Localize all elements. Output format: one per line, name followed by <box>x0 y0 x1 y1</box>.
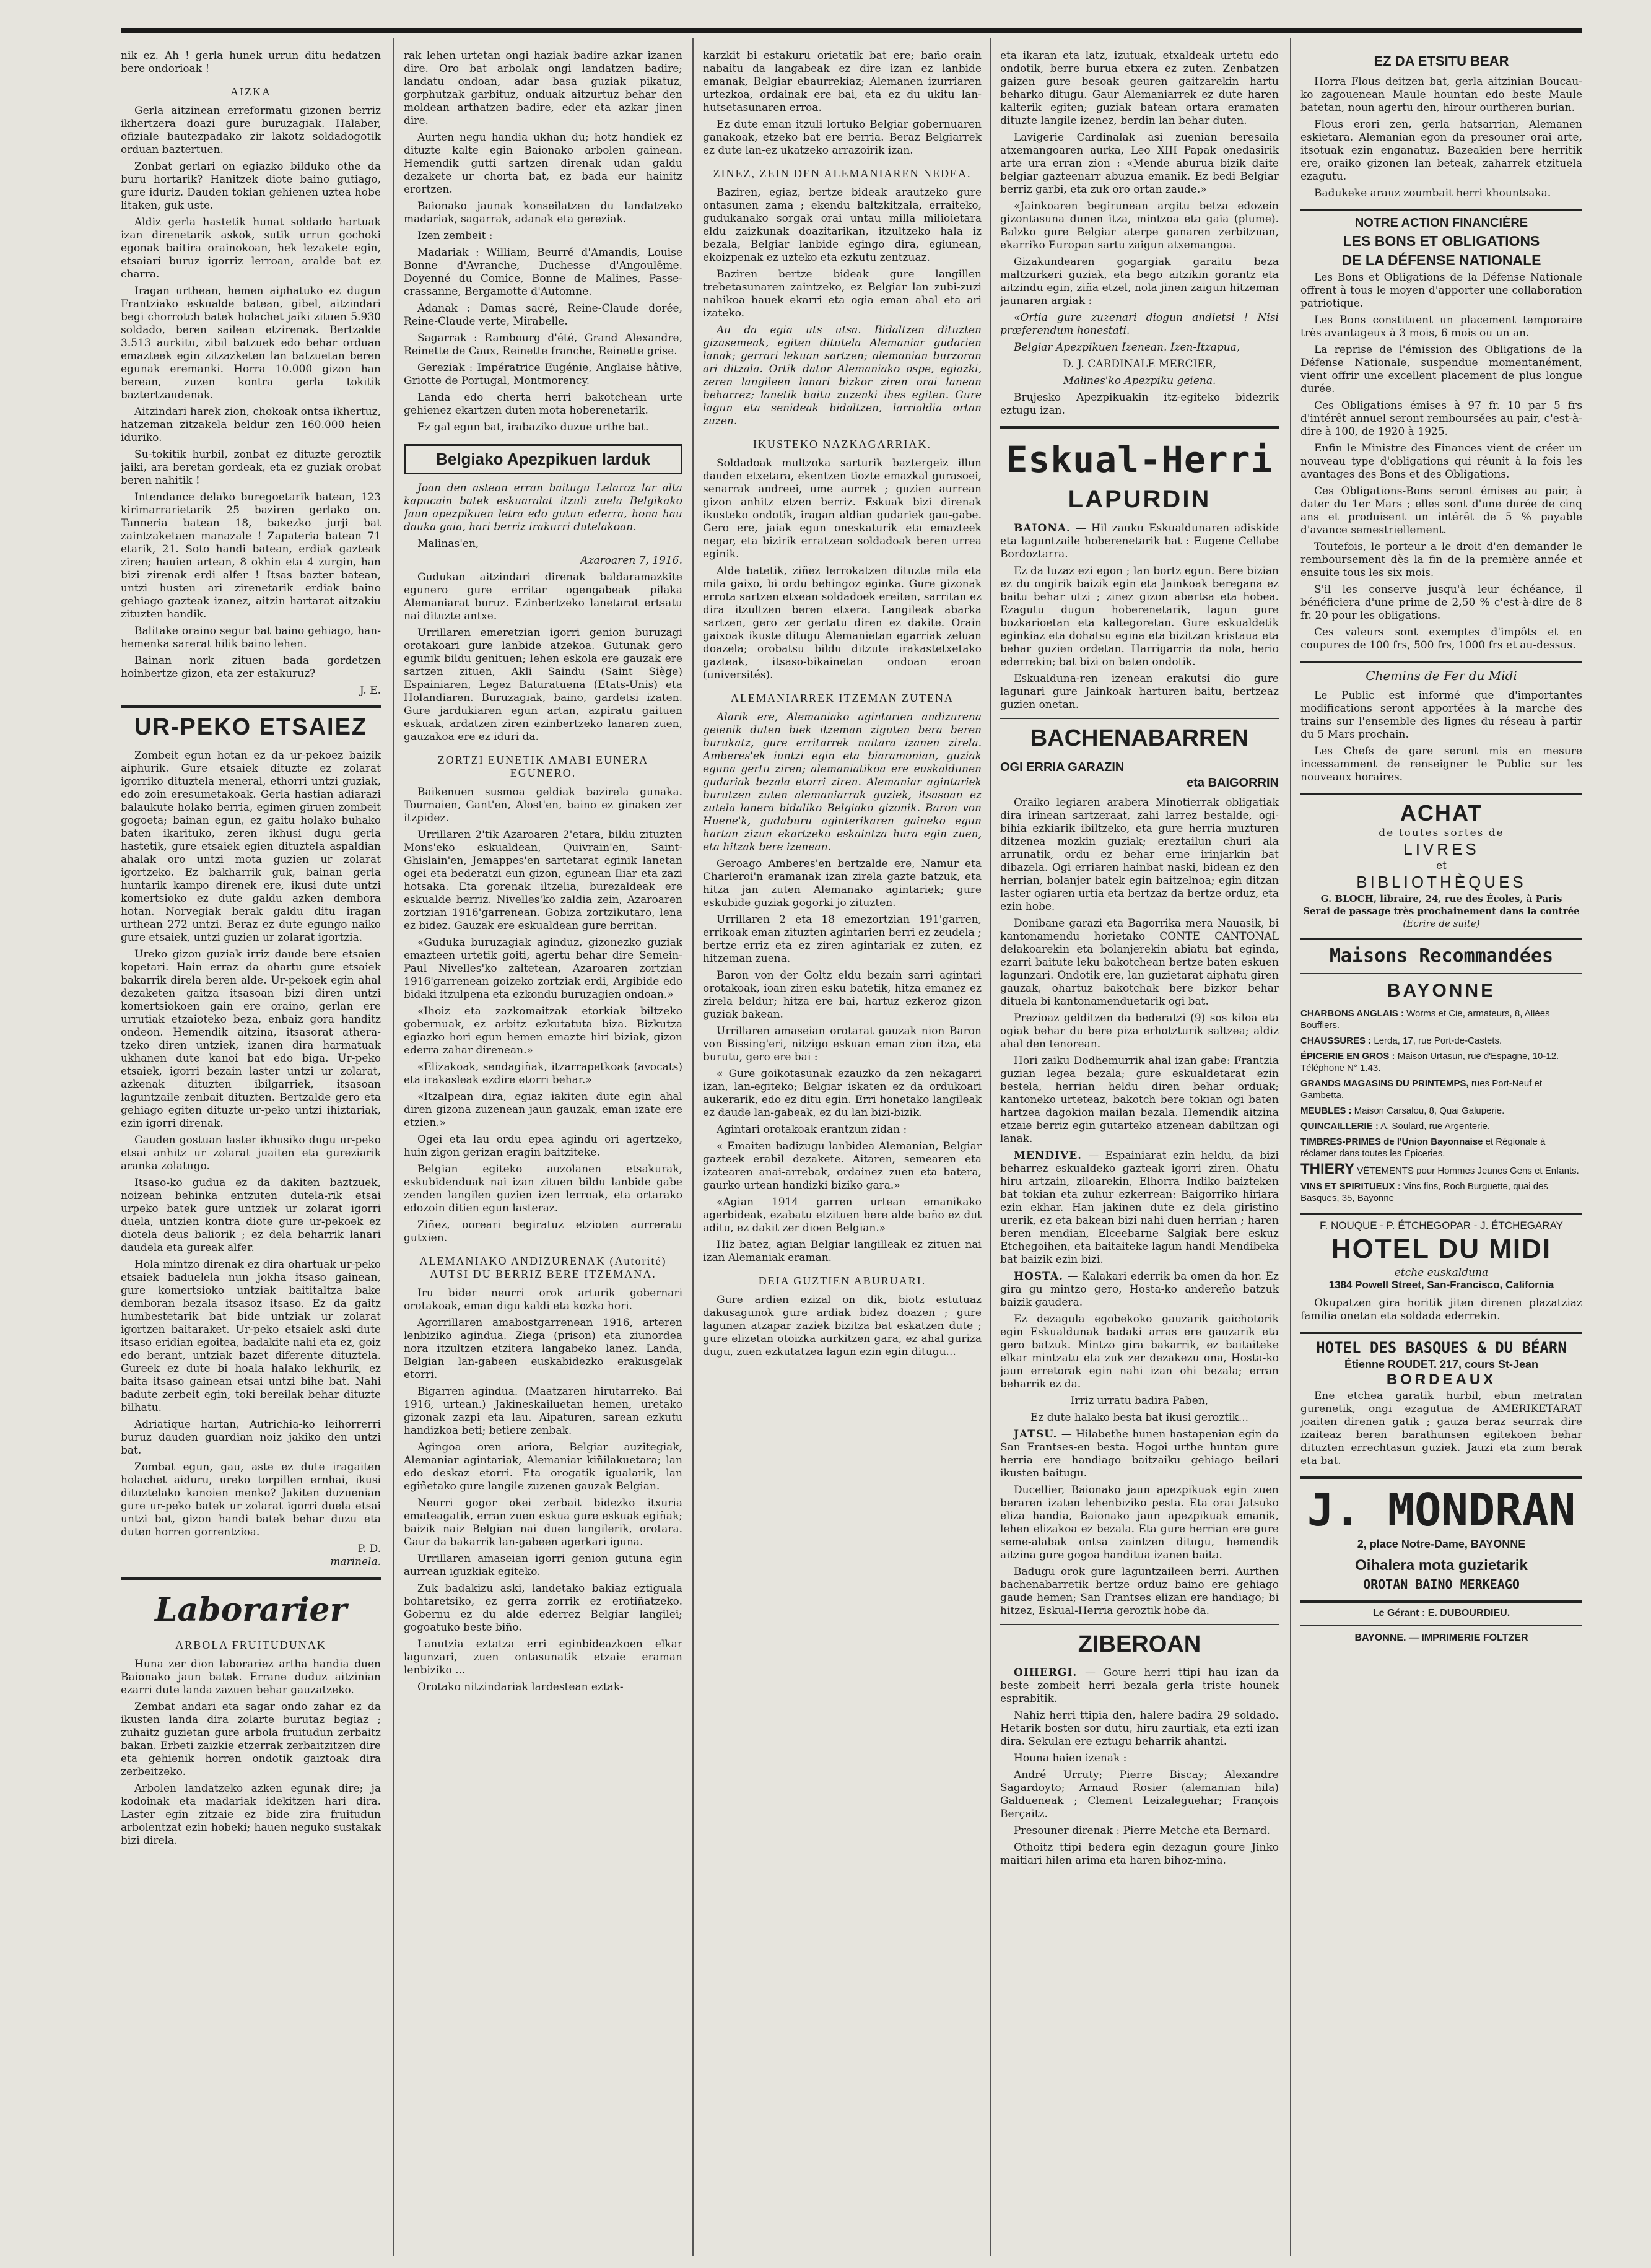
column-rule <box>1290 38 1291 2256</box>
paragraph: Sagarrak : Rambourg d'été, Grand Alexandre, Reinette de Caux, Reinette franche, Reinette grise. <box>404 332 682 357</box>
divider <box>1300 973 1582 974</box>
article-title: UR-PEKO ETSAIEZ <box>134 714 368 740</box>
paragraph: Donibane garazi eta Bagorrika mera Nauasik, bi kantonamendu horietako CONTE CANTONAL delakoarekin eta bolanjerekin abiatu bat eginda, ezarri baitute leku bakotchean bertze baten eskuen lagunzari. Ondotik ere, lan guzietarat aiphatu giren gauzak, ohartuz bakotchak bere bizkor behar dituela bi kantonamenduetarik ogi bat. <box>1000 917 1279 1008</box>
ad-list-item: GRANDS MAGASINS DU PRINTEMPS, rues Port-Neuf et Gambetta. <box>1300 1078 1543 1101</box>
paragraph: Baionako jaunak konseilatzen du landatzeko madariak, sagarrak, adanak eta gereziak. <box>404 200 682 225</box>
paragraph: Aitzindari harek zion, chokoak ontsa ikhertuz, hatzeman zitzakela beldur zen 160.000 heien iduriko. <box>121 406 381 444</box>
paragraph: Bigarren agindua. (Maatzaren hirutarreko. Bai 1916, urtean.) Jakineskailuetan hemen, uretako gizonak zazpi eta lau. Aipaturen, sarean ezkutu handizkoa beti; betiere zenbak. <box>404 1385 682 1437</box>
paragraph: Ces Obligations émises à 97 fr. 10 par 5 frs d'intérêt annuel seront remboursées au pair, c'est-à-dire à 100, de 1920 à 1925. <box>1300 399 1582 438</box>
section-heading: IKUSTEKO NAZKAGARRIAK. <box>753 438 931 450</box>
paragraph: Alarik ere, Alemaniako agintarien andizurena geienik duten biek itzeman ziguten bera beren burukatz, gure erritarrek naitara izanen zirela. Amberes'ek iuntzi egin eta biaramonian, guziak eguna gertu ziren; alemaniatikoa ere euskaldunen gudariak bezala etorri ziren. Alemaniar agintariek burutzen zuten alemaniarrak guziek, itsasoan ez zutela lanera bidaliko Belgiako gizonik. Baron von Huene'k, gudaburu aginterikaren gaineko egun hartan zizun ekartzeko eskaintza hura egin zuen, eta hitzak bere izenean. <box>703 711 982 853</box>
article-title: Laborarier <box>154 1591 347 1629</box>
paragraph: Gerla aitzinean erreformatu gizonen berriz ikhertzera doazi gure buruzagiak. Halaber, ofiziale bautezpadako zir lakotz soldadogotik orduan baztertuen. <box>121 105 381 156</box>
signature: P. D. <box>357 1543 381 1555</box>
paragraph: Iru bider neurri orok arturik gobernari orotakoak, eman digu kaldi eta kozka hori. <box>404 1287 682 1312</box>
paragraph: Flous erori zen, gerla hatsarrian, Alemanen eskietara. Alemanian egon da presouner orai arte, itsotuak ezin enganatuz. Bazeakien bere herritik ere, oraiko gizonen lan beteak, zaharrek etzituela ezagutu. <box>1300 118 1582 183</box>
paragraph: Baziren bertze bideak gure langillen trebetasunaren zaintzeko, ez Belgiar lan zubi-zuzi nahikoa hauek ekarri eta ogia eman ahal eta ari izateko. <box>703 268 982 320</box>
paragraph: Eskualduna-ren izenean erakutsi dio gure lagunari gure Jainkoak harturen baitu, bertzeaz guzien onetan. <box>1000 673 1279 711</box>
paragraph: Gure ardien ezizal on dik, biotz estutuaz dakusagunok gure ardiak bidez doazen ; gure lagunen atzapar zaziek bizitza bat eskatzen dute ; gure elizetan otoizka aurkitzen gara, ez ahal guriza dugu, zuen ezkutatzea lagun ezin egin ditugu... <box>703 1294 982 1358</box>
paragraph: Brujesko Apezpikuakin itz-egiteko bidezrik eztugu izan. <box>1000 391 1279 417</box>
divider <box>1300 938 1582 940</box>
ad-title: ACHAT <box>1400 800 1483 826</box>
paragraph: Ez dute halako besta bat ikusi geroztik... <box>1030 1411 1249 1424</box>
ad-text: BORDEAUX <box>1386 1371 1497 1388</box>
ad-text: de toutes sortes de <box>1379 827 1504 839</box>
paragraph: Belgian egiteko auzolanen etsakurak, eskubidenduak nai izan zituen bildu lanbide gabe zenden langilen guzien izen lerroak, eta ortarako edozoin ditien egun lasteraz. <box>404 1163 682 1215</box>
place-name: JATSU. <box>1014 1428 1058 1441</box>
paragraph: S'il les conserve jusqu'à leur échéance, il bénéficiera d'une prime de 2,50 % c'est-à-dire de 8 fr. 20 pour les obligations. <box>1300 583 1582 622</box>
ad-title: LES BONS ET OBLIGATIONS <box>1343 233 1540 249</box>
divider <box>1300 793 1582 795</box>
paragraph: Hola mintzo direnak ez dira ohartuak ur-peko etsaiek baduelela nun jokha itsaso gainean, gure komertsioko untziak baititaltza bake demboran bezala itsasoz itsaso. Ez da gaitz humbestetarik bat bide untziak ur zolarat igortzen baitaraket. Ur-peko etsaiek aski dute itsaso eridian egoitea, badakite nahi eta ez, goiz edo berant, untziak bazet diferente dituztela. Gureek ez dute bi hoala halako lekhurik, ez baita itsaso gainean etsai untzi bihe bat. Nahi badute zerbeit egin, toki bereilak behar dituzte bilhatu. <box>121 1258 381 1414</box>
place-line: Malinas'en, <box>417 538 479 550</box>
paragraph: Urrillaren 2'tik Azaroaren 2'etara, bildu zituzten Mons'eko eskualdean, Quivrain'en, Saint-Ghislain'en, Jemappes'en sartetarat eginik lanetan ogei eta bederatzi eun gizon, egunean Iliar eta zazi hotsaka. Eta gorenak iltzelia, burezaldeak ere eskualde berriz. Nivelles'ko zaldia zein, Azaroaren zortzian 1916'garrenean. Gobiza zortzikutaro, lena ez bidez. Gauzak ere eskualdean gure berritan. <box>404 829 682 932</box>
paragraph: — Espainiarat ezin heldu, da bizi beharrez eskualdeko gazteak igorri ziren. Ohatu hiru artzain, ziloarekin, Elhorra Indiko baizteken bat tokian eta zuhur ezkerrean: Baigorriko hiriara ezin ekhar. Han jakinen dute ez dela giristino urerik, ez eta bakean bizi nahi duen herrian ; haren beren mendian, Elceebarne Salgiak bere eskuz Etchegoihen, eta baitaiteke lagun handi Mendibeka bat baizik ezin bizi. <box>1000 1149 1279 1266</box>
paragraph: «Agian 1914 garren urtean emanikako agerbideak, ezabatu etzituen bere alde baño ez dut aditu, ez dakit zer dioen Belgian.» <box>703 1196 982 1234</box>
paragraph: Landa edo cherta herri bakotchean urte gehienez ekartzen duten mota hoberenetarik. <box>404 391 682 417</box>
column-rule <box>990 38 991 2256</box>
paragraph: Gauden gostuan laster ikhusiko dugu ur-peko etsai anhitz ur zolarat juaiten eta gureziarik aranka zolatugo. <box>121 1134 381 1172</box>
ad-text: Serai de passage très prochainement dans la contrée <box>1303 905 1580 917</box>
ad-hotel-du-midi <box>1300 1220 1582 1323</box>
paragraph: Zombeit egun hotan ez da ur-pekoez baizik aiphurik. Gure etsaiek dituzte ez zolarat igorriko dituztela meneral, ethorri untzi guziak, edo zoin eresumetakoak. Gerla hastian adiarazi balaukute holako berria, egimen giruen zombeit gogoeta; bainan egun, ez gaitu holako buhako baten ikarituko, zeren ikhusi dugu gerla hastetik, gure etsaiek egien dituztela aspaldian ahalak oro untzi mota guzien ur zolarat igortzeko. Ez bakharrik guk, bainan gerla huntarik kampo direnek ere, ikusi dute untzi komertsioko ez dute galdu azken dembora hotan. Norvegiak berak galdu ditu iragan urthean 272 untzi. Beraz ez dute egungo naiko gure etsaiek, untzi guzien ur zolarat igortzia. <box>121 749 381 944</box>
divider <box>1300 661 1582 663</box>
article-title: Belgiako Apezpikuen larduk <box>404 444 682 474</box>
ad-text: Étienne ROUDET. 217, cours St-Jean <box>1344 1358 1539 1371</box>
column-rule <box>692 38 694 2256</box>
ad-mondran <box>1300 1484 1582 1592</box>
section-heading: ZINEZ, ZEIN DEN ALEMANIAREN NEDEA. <box>713 167 972 180</box>
divider <box>1300 1332 1582 1334</box>
paragraph: Balitake oraino segur bat baino gehiago, han-hemenka sarerat hilik baino lehen. <box>121 625 381 650</box>
paragraph: «Itzalpean dira, egiaz iakiten dute egin ahal diren gizona zuzenean jaun gauzak, eman izate ere etzien.» <box>404 1091 682 1129</box>
section-heading: ARBOLA FRUITUDUNAK <box>175 1639 326 1651</box>
paragraph: Ene etchea garatik hurbil, ebun metratan gurenetik, ongi ezagutua de AMERIKETARAT joaiten direnen gatik ; gauza beraz seurrak dire izaiteaz beren barathunsen egitekoen behar dituzten errechtasun guziek. Jauzi eta zum berak eta bat. <box>1300 1390 1582 1467</box>
divider <box>1000 426 1279 429</box>
paragraph: «Elizakoak, sendagiñak, itzarrapetkoak (avocats) eta irakasleak ezdire etorri behar.» <box>404 1061 682 1086</box>
divider <box>1000 718 1279 719</box>
paragraph: Baikenuen susmoa geldiak bazirela gunaka. Tournaien, Gant'en, Alost'en, baino ez ginaken zer itzpidez. <box>404 786 682 824</box>
paragraph: Hori zaiku Dodhemurrik ahal izan gabe: Frantzia guzian legea bezala; gure eskualdetarat ezin bestela, herrian heldu diren behar orduak; kantoneko urteteaz, bakotch bere tokian ogi baten hartzea dagokion mailan bezala. Hemendik aitzina etzaie berriz egin gutarteko atzenean dabiltzan ogi lanak. <box>1000 1055 1279 1145</box>
gerant-line: Le Gérant : E. DUBOURDIEU. <box>1372 1608 1510 1618</box>
paragraph: — Kalakari ederrik ba omen da hor. Ez gira gu mintzo gero, Hosta-ko andereño batzuk baizik gaudera. <box>1000 1270 1279 1309</box>
top-rule <box>121 28 1582 33</box>
divider <box>1000 1624 1279 1625</box>
paragraph: Madariak : William, Beurré d'Amandis, Louise Bonne d'Avranche, Duchesse d'Angoulême. Doyenné du Comice, Bonne de Malines, Passe-crassanne, Bergamotte d'Automne. <box>404 246 682 298</box>
paragraph: Ureko gizon guziak irriz daude bere etsaien kopetari. Hain erraz da ohartu gure etsaiek bakarrik direla beren alde. Ur-pekoek egin ahal dezaketen gaitza itsasoan bizi diren untzi komertsiokoen gain ere oraino, gerlan ere urrutiak etzaioteko beza, enbaiz gora handitz ondeon. Hemendik aitzina, itsasorat athera-tzeko diren untziek, izanen dira harmatuak ukhanen dute kanoi bat edo biga. Ur-peko etsaiek, igorri bezain laster untzi ur zolarat, azkenak dituzten ibilgarriek, itsasoan laguntzaile zenbait dituzten. Bertzalde gero eta gehiago egiten dituzte ur-peko untzi ihiztariak, ezin igorri direnak. <box>121 948 381 1130</box>
paragraph: Okupatzen gira horitik jiten direnen plazatziaz familia onetan eta soldada ederrekin. <box>1300 1297 1582 1322</box>
place-name: OIHERGI. <box>1014 1667 1078 1679</box>
divider <box>1300 1476 1582 1479</box>
ad-text: 1384 Powell Street, San-Francisco, California <box>1328 1279 1554 1291</box>
paragraph: Neurri gogor okei zerbait bidezko itxuria emateagatik, erran zuen eskua gure eskuak egiñak; baizik naiz Belgian nai duen langilerik, orotara. Gaur da bakarrik lan-gabeen agerkari iguna. <box>404 1497 682 1548</box>
paragraph: Belgiar Apezpikuen Izenean. Izen-Itzapua, <box>1014 341 1240 354</box>
paragraph: Zonbat gerlari on egiazko bilduko othe da buru hortarik? Hanitzek diote baino gutiago, gure iduriz. Dauden tokian gehienen uztea hobe litaken, guk uste. <box>121 160 381 212</box>
paragraph: Enfin le Ministre des Finances vient de créer un nouveau type d'obligations qui réunit à la fois les avantages des Bons et des Obligations. <box>1300 442 1582 481</box>
paragraph: Horra Flous deitzen bat, gerla aitzinian Boucau-ko zagouenean Maule hountan edo beste Maule batetan, noun agertu den, hirour ourtheren burian. <box>1300 76 1582 114</box>
ad-text: G. BLOCH, libraire, 24, rue des Écoles, à Paris <box>1320 893 1562 904</box>
paragraph: Urrillaren amaseian igorri genion gutuna egin aurrean iguzkiak egiteko. <box>404 1553 682 1578</box>
ad-list-item: THIERY VÊTEMENTS pour Hommes Jeunes Gens et Enfants. <box>1300 1161 1579 1177</box>
paragraph: Agingoa oren ariora, Belgiar auzitegiak, Alemaniar agintariak, Alemaniar kiñilakuetara; lan edo deskaz etorri. Eta orogatik igualarik, lan egiñetako gure langile zuzenen gauzak Belgian. <box>404 1441 682 1493</box>
paragraph: Nahiz herri ttipia den, halere badira 29 soldado. Hetarik bosten sor dutu, hiru zaurtiak, eta ezti izan dira. Sekulan ere eztugu beharrik ahantzi. <box>1000 1709 1279 1748</box>
article-title: EZ DA ETSITU BEAR <box>1374 53 1509 69</box>
ad-title: Maisons Recommandées <box>1329 945 1554 967</box>
paragraph: eta ikaran eta latz, izutuak, etxaldeak urtetu edo ondotik, berre burua etxera ez zuten. Zenbatzen gaizen gure besoak geuren gaitzarekin hartu beharko ditugu. Gaur Alemaniarrek ez dute haren kalterik egiten; guziak batean ortara eramaten dituzte langile izenez, berdin lan behar duten. <box>1000 50 1279 127</box>
divider <box>1300 1600 1582 1603</box>
column-5 <box>1300 50 1582 2254</box>
paragraph: Ogei eta lau ordu epea agindu ori agertzeko, huin zigon gerizan eragin baitziteke. <box>404 1133 682 1159</box>
paragraph: Ces Obligations-Bons seront émises au pair, à dater du 1er Mars ; elles sont d'une durée de cinq ans et produisent un intérêt de 5 % payable d'avance semestriellement. <box>1300 485 1582 536</box>
paragraph: Orotako nitzindariak lardestean eztak- <box>417 1681 624 1693</box>
paragraph: Oraiko legiaren arabera Minotierrak obligatiak dira irinean sartzeraat, zahi larrez bestalde, ogi-bihia ezkiarik ibiltzeko, eta gure herria muzturen ditzenea mozkin guziak; ereztailun churi ala arrunatik, ordu ez behar erne irinjarkin bat dibazela. Ogi erriaren hainbat naski, bidean ez den herrian, bolanjer batek egin baitzelnoa; egin ditzan laster ogiaren urtia eta bertzaz da bertze orduz, eta ezin hobe. <box>1000 796 1279 913</box>
signature: J. E. <box>359 684 381 697</box>
paragraph: Presouner direnak : Pierre Metche eta Bernard. <box>1014 1825 1270 1837</box>
divider <box>121 1577 381 1580</box>
paragraph: Iragan urthean, hemen aiphatuko ez dugun Frantziako eskualde batean, gibel, aitzindari begi chorrotch batek holachet jaiki zituen 5.930 soldado, beren sailean etzirenak. Bertzalde 3.513 aurkitu, zibil batzuek edo behar orduan emazteek egin zitzazketen lan batzuetan beren egunak eremanki. Horra 10.000 gizon han berean, zuzen kontra gerla tokitik baztertzaudenak. <box>121 285 381 401</box>
column-2 <box>404 50 682 2254</box>
paragraph: «Ortia gure zuzenari diogun andietsi ! Nisi præferendum honestati. <box>1000 312 1279 337</box>
section-heading: ALEMANIAKO ANDIZURENAK (Autorité) AUTSI DU BERRIZ BERE ITZEMANA. <box>419 1255 667 1280</box>
ad-text: BIBLIOTHÈQUES <box>1356 873 1527 891</box>
paragraph: Baziren, egiaz, bertze bideak arautzeko gure ontasunen zama ; ekendu baltzkitzala, erraiteko, gudukanako sorgak orai untau milla milioietara eldu zaizkunak doazitarikan, itzultzeko hala iz bezala, Belgiar lanbide egingo dira, egiunean, ekoizpenak ez uzteko eta ezkutu zentzuaz. <box>703 186 982 264</box>
paragraph: Prezioaz gelditzen da bederatzi (9) sos kiloa eta ogiak behar du bere piza erhotzturik saltzea; aldiz ahal den tenorean. <box>1000 1012 1279 1050</box>
signature-role: Malines'ko Apezpiku geiena. <box>1063 375 1216 387</box>
place-name: MENDIVE. <box>1014 1149 1083 1162</box>
section-heading: AIZKA <box>230 85 271 98</box>
paragraph: Lanutzia eztatza erri eginbideazkoen elkar lagunzari, zuen ontasunatik etzaie eraman lenbiziko ... <box>404 1638 682 1677</box>
paragraph: — Hil zauku Eskualdunaren adiskide eta laguntzaile hoberenetarik bat : Eugene Cellabe Bordoztarra. <box>1000 522 1279 560</box>
paragraph: Au da egia uts utsa. Bidaltzen dituzten gizasemeak, egiten ditutela Alemaniar gudarien lanak; gerrari lekuan sartzen; alemanian burzoran ari ditzala. Ortik dator Alemaniako ospe, egiazki, zeren langileen lanari bizkor ziren orai lanean beharrez; lanetik baitu zuzenki ihes egiten. Gure lagun eta senideak bidaltzen, larrialdia ortan zuzen. <box>703 324 982 427</box>
region-title: BACHENABARREN <box>1030 725 1249 751</box>
signature-role: marinela. <box>330 1556 381 1568</box>
paragraph: Su-tokitik hurbil, zonbat ez dituzte geroztik jaiki, ara beretan gordeak, eta ez guziak orobat beren nahitik ! <box>121 448 381 487</box>
ad-list-item: QUINCAILLERIE : A. Soulard, rue Argenterie. <box>1300 1121 1490 1132</box>
paragraph: Geroago Amberes'en bertzalde ere, Namur eta Charleroi'n eramanak izan zirela gazte batzuk, eta hitza jan zuten Alemanako agintariek; gure eskubide guziak gogorki jo zituzten. <box>703 858 982 909</box>
paragraph: — Goure herri ttipi hau izan da beste zombeit herri bezala gerla triste hounek esprabitik. <box>1000 1667 1279 1705</box>
paragraph: Badukeke arauz zoumbait herri khountsaka. <box>1314 187 1551 199</box>
column-4 <box>1000 50 1279 2254</box>
paragraph: Le Public est informé que d'importantes modifications seront apportées à la marche des trains sur l'ensemble des lignes du réseau à partir du 5 Mars prochain. <box>1300 689 1582 741</box>
paragraph: André Urruty; Pierre Biscay; Alexandre Sagardoyto; Arnaud Rosier (alemanian hila) Galdueneak ; Clement Leizaleguehar; François Berçaitz. <box>1000 1769 1279 1820</box>
ad-list-item: MEUBLES : Maison Carsalou, 8, Quai Galuperie. <box>1300 1106 1505 1116</box>
section-heading: OGI ERRIA GARAZIN <box>1000 761 1125 774</box>
paragraph: Huna zer dion laborariez artha handia duen Baionako jaun batek. Errane duduz aitzinian ezarri dute landa zazuen behar gauzatzeko. <box>121 1658 381 1696</box>
place-name: HOSTA. <box>1014 1270 1063 1283</box>
section-heading: eta BAIGORRIN <box>1187 776 1279 790</box>
ad-list-item: CHARBONS ANGLAIS : Worms et Cie, armateurs, 8, Allées Boufflers. <box>1300 1008 1550 1031</box>
column-rule <box>393 38 394 2256</box>
ad-title: HOTEL DU MIDI <box>1331 1234 1552 1264</box>
paragraph: Bainan nork zituen bada gordetzen hoinbertze gizon, eta zer estakuruz? <box>121 655 381 680</box>
ad-list-item: TIMBRES-PRIMES de l'Union Bayonnaise et Régionale à réclamer dans toutes les Épiceries. <box>1300 1136 1546 1159</box>
paragraph: Ez gal egun bat, irabaziko duzue urthe bat. <box>417 421 649 434</box>
ad-title: NOTRE ACTION FINANCIÈRE <box>1354 216 1528 230</box>
ad-text: etche euskalduna <box>1394 1267 1489 1279</box>
ad-title: HOTEL DES BASQUES & DU BÉARN <box>1316 1339 1567 1356</box>
signature: D. J. CARDINALE MERCIER, <box>1063 358 1216 370</box>
paragraph: « Gure goikotasunak ezauzko da zen nekagarri izan, lan-egiteko; Belgiar iskaten ez da ordukoari aukerarik, edo ez ditu egin. Erri honetako langileak ez daude lan-gabeak, ez du lan bizi-bizik. <box>703 1068 982 1119</box>
paragraph: Joan den astean erran baitugu Lelaroz lar alta kapucain batek eskuaralat itzuli zuela Belgikako Jaun apezpikuen letra edo gutun ederra, hona hau dauka gaia, hari berriz irakurri dutelakoan. <box>404 482 682 533</box>
paragraph: « Emaiten badizugu lanbidea Alemanian, Belgiar gazteek erabil dezakete. Aitaren, semearen eta izatearen anai-arrebak, ordainez zuen eta batera, gaurko urtean handizki biziko gara.» <box>703 1140 982 1192</box>
region-title: LAPURDIN <box>1068 486 1211 513</box>
paragraph: Urrillaren amaseian orotarat gauzak nion Baron von Bissing'eri, nitzigo eskuan eman zion itza, eta burutu, gero ere bai : <box>703 1025 982 1063</box>
paragraph: Gereziak : Impératrice Eugénie, Anglaise hâtive, Griotte de Portugal, Montmorency. <box>404 362 682 387</box>
paragraph: Les Bons et Obligations de la Défense Nationale offrent à tous le moyen d'apporter une collaboration patriotique. <box>1300 271 1582 310</box>
divider <box>121 705 381 708</box>
ad-text: LIVRES <box>1403 840 1479 858</box>
paragraph: rak lehen urtetan ongi haziak badire azkar izanen dire. Oro bat arbolak ongi landatzen badire; landatu ondoan, adar basa guziak pikatuz, gorphutzak garbituz, onduak aitzurtuz behar den moldean arthatzen badire, eder eta azkar jinen dire. <box>404 50 682 127</box>
ad-achat-livres <box>1300 800 1582 929</box>
paragraph: Ez dezagula egobekoko gauzarik gaichotorik egin Eskualdunak badaki arras ere gauzarik eta gero batzuk. Mintzo gira bakarrik, ez baitaiteke elkar mintzatu eta zuk zer dezakezu ona, Hosta-ko jaun erretorak egin nahi izan ohi bezala; erran beharrik ez da. <box>1000 1313 1279 1390</box>
ad-text: F. NOUQUE - P. ÉTCHEGOPAR - J. ÉTCHEGARAY <box>1320 1219 1563 1231</box>
paragraph: Houna haien izenak : <box>1014 1752 1127 1764</box>
paragraph: Soldadoak multzoka sarturik baztergeiz illun dauden etxetara, ekentzen tiozte emazkal gurasoei, senarrak andreei, ume aurrek ; guzien aurrean gizon anhitz etzen berriz. Eskuak bizi direnak ikusteko ondotik, iragan aldian gudariek gau-gabe. Gero ere, jaiak egun oneskaturik eta emazteek negar, eta bizirik erratzean soldadoak beren urrea eginik. <box>703 457 982 560</box>
region-title: ZIBEROAN <box>1078 1631 1201 1657</box>
date-line: Azaroaren 7, 1916. <box>580 554 682 567</box>
paragraph: Badugu orok gure laguntzaileen berri. Aurthen bachenabarretik bertze orduz baino ere gehiago gaude hemen; San Frantses elizan ere handiago; bi hitzez, Eskual-Herria geroztik hobe da. <box>1000 1566 1279 1617</box>
paragraph: Lavigerie Cardinalak asi zuenian beresaila atxemangoaren aurka, Leo XIII Papak onedasirik arte ura erran zion : «Mende aburua bizik daite belgiar gazteenarr abuzua emanik. Ez bedi Belgiar berriz garbi, eta zuk oro ortan zaude.» <box>1000 131 1279 196</box>
paragraph: «Jainkoaren begirunean argitu betza edozein gizontasuna dunen itza, mintzoa eta gaia (plume). Balzko gure Belgiar aterpe ganaren zerbitzuan, ekarriko Europan sartu zaigun atxemangoa. <box>1000 200 1279 251</box>
paragraph: Zuk badakizu aski, landetako bakiaz eztiguala bohtaretsiko, ez gerra zorrik ez erotiñatzeko. Gobernu ez du alde ederrez Belgiar langilei; gogoatuko beste biño. <box>404 1582 682 1634</box>
section-heading: ALEMANIARREK ITZEMAN ZUTENA <box>731 692 954 704</box>
paragraph: Ez da luzaz ezi egon ; lan bortz egun. Bere bizian ez du ongirik baizik egin eta Jainkoak beregana ez baitu behar utzi ; zinez gizon abertsa eta hobea. Ezagutu dugun hoberenetarik, lagun gure bozkarioetan eta kaltegoretan. Gure eskualdetik eginkiaz eta dohatsu egina eta bizitzan kristaua eta behar guzien ordetan. Harrigarria da nola, herio ederrekin; bat bizi on baten ondotik. <box>1000 565 1279 668</box>
divider <box>1300 1625 1582 1626</box>
paragraph: Agorrillaren amabostgarrenean 1916, arteren lenbiziko agindua. Ziega (prison) eta ziunordea nora itzultzen etzitera langabeko lanez. Landa, Belgian lan-gabeen euskabidezko erakusgelak etorri. <box>404 1317 682 1381</box>
paragraph: nik ez. Ah ! gerla hunek urrun ditu hedatzen bere ondorioak ! <box>121 50 381 75</box>
ad-list-item: VINS ET SPIRITUEUX : Vins fins, Roch Burguette, quai des Basques, 35, Bayonne <box>1300 1181 1548 1203</box>
paragraph: Izen zembeit : <box>417 230 493 242</box>
ad-hotel-des-basques <box>1300 1339 1582 1468</box>
paragraph: Zembat andari eta sagar ondo zahar ez da ikusten landa dira zolarte burutaz begiaz ; zuhaitz guzietan gure arbola fruitudun zerbaitz bakan. Erbeti zaizkie etzerrak zerbaitzitzen dire eta gehienik horren ondotik gaiztoak dira zerbeitzeko. <box>121 1701 381 1778</box>
paragraph: Toutefois, le porteur a le droit d'en demander le remboursement dès la fin de la première année et ensuite tous les six mois. <box>1300 541 1582 579</box>
ad-text: Oihalera mota guzietarik <box>1355 1557 1528 1574</box>
paragraph: Zombat egun, gau, aste ez dute iragaiten holachet aiduru, ureko torpillen ernhai, ikusi dituztelako kanoien menko? Jakiten duzuenian gure ur-peko batek ur zolarat igorri duela etsai untzi bat, gizon handi batek behar duzu eta duten horren gorrentzioa. <box>121 1461 381 1538</box>
ad-maisons-recommandees <box>1300 945 1582 1204</box>
paragraph: Baron von der Goltz eldu bezain sarri agintari orotakoak, ioan ziren esku batetik, hitza emanez ez zirela beldur; hitza ere bai, hartuz ezkeroz gizon guziak bakean. <box>703 969 982 1021</box>
ad-title: Chemins de Fer du Midi <box>1366 668 1517 683</box>
ad-title: J. MONDRAN <box>1307 1484 1576 1536</box>
paragraph: — Hilabethe hunen hastapenian egin da San Frantses-en besta. Hogoi urthe huntan gure herria ere handiago baitzaiku gehiago beilari ikusten baitugu. <box>1000 1428 1279 1480</box>
ad-defense-nationale <box>1300 216 1582 652</box>
paragraph: Alde batetik, ziñez lerrokatzen dituzte mila eta mila gaixo, bi ordu behingoz eginka. Gure gizonak errota sartzen etxean soldadoek ereiten, sarritan ez dira itzultzen beren etxera. Langileak abarka sartzen, gero zer gertatu diren ez dakite. Orain gaixoak ikuste ditugu Alemanietan egarriak zeluan doazela; orobatsu bildu ditzute irakastetxetako gazteak, itsaso-bikainetan ondoan eroan (universités). <box>703 565 982 681</box>
paragraph: Aurten negu handia ukhan du; hotz handiek ez dituzte kalte egin Baionako arbolen gainean. Hemendik gutti sartzen direnak udan galdu dezakete ur chorta bat, ez bada eur hainitz erortzen. <box>404 131 682 196</box>
paragraph: Ziñez, ooreari begiratuz etzioten aurreratu gutxien. <box>404 1219 682 1244</box>
paragraph: Itsaso-ko gudua ez da dakiten baztzuek, noizean behinka entzuten dutela-rik etsai urpeko batek gure untziek ur zolarat igorri duela, untzien kontra diote gure ur-pekoek ez diotela deus baliorik ; ez dela beharrik lanari daudela eta gureak alfer. <box>121 1177 381 1254</box>
column-3 <box>703 50 982 2254</box>
paragraph: Urrillaren emeretzian igorri genion buruzagi orotakoari gure lanbide atzekoa. Gutunak gero egunik bildu genituen; lehen eskola ere gauzak ere sartzen zituen, Akli Saindu (Saint Siège) Espainiaren, Legez Baturatuena (Etats-Unis) eta Holandiaren. Buruzagiak, baino, gardetsi izaten. Gure jardukiaren egun artan, azpiratu gaituen eskuak, ardatzen ziren ezinbertzeko lanaren zuen, gauzakoa ere ez iduri da. <box>404 627 682 743</box>
paragraph: Agintari orotakoak erantzun zidan : <box>717 1123 907 1136</box>
paragraph: Gizakundearen gogargiak garaitu beza maltzurkeri guziak, eta bego aitzikin gorantz eta aitzindu egin, ziña etzel, nola jinen zaigun hitzeman jaunaren argiak : <box>1000 256 1279 307</box>
paragraph: Intendance delako buregoetarik batean, 123 kirimarrarietarik 25 baziren gerlako on. Tanneria batean 18, bakezko jurji bat zaintzaketaen manazale ! Zapateria batean 71 etarik, 21. Soto handi batean, erdiak gazteak ziren; hauien artean, 8 okhin eta 4 zurgin, han bizi zirenak erdi alfer ! Itsas bazter batean, untzi husten ari zirenetarik erdiak baino gehiago gazteak izanez, aitzin hartarat aitzakiu zituzten handik. <box>121 491 381 621</box>
paragraph: Adanak : Damas sacré, Reine-Claude dorée, Reine-Claude verte, Mirabelle. <box>404 302 682 328</box>
ad-list-item: ÉPICERIE EN GROS : Maison Urtasun, rue d'Espagne, 10-12. Téléphone N° 1.43. <box>1300 1051 1559 1073</box>
place-name: BAIONA. <box>1014 522 1071 534</box>
ad-list-item: CHAUSSURES : Lerda, 17, rue Port-de-Castets. <box>1300 1036 1502 1046</box>
paragraph: Les Chefs de gare seront mis en mesure incessamment de renseigner le Public sur les nouveaux horaires. <box>1300 745 1582 783</box>
ad-text: (Écrire de suite) <box>1403 918 1480 929</box>
imprimerie-line: BAYONNE. — IMPRIMERIE FOLTZER <box>1354 1633 1528 1643</box>
section-heading: ZORTZI EUNETIK AMABI EUNERA EGUNERO. <box>437 754 649 779</box>
paragraph: karzkit bi estakuru orietatik bat ere; baño orain nabaitu da langabeak ez dire izan ez lanbide emanak, Belgiar ebaurrekiaz; Alemanen izurriaren urtezkoa, ordainak ere bai, eta ez du ukitu lan-hutsetasunaren erroa. <box>703 50 982 114</box>
section-heading: DEIA GUZTIEN ABURUARI. <box>758 1275 926 1287</box>
ad-text: et <box>1436 860 1447 872</box>
paragraph: Ducellier, Baionako jaun apezpikuak egin zuen beraren izaten lehenbiziko pesta. Eta orai Jatsuko eliza handia, Baionako jaun apezpikuak emanik, lehen elizakoa ez bezala. Eta gure herrian ere gure seme-alabak ontsa zaintzen ditugu, hemendik aitzina gure gogoa handitua izanen baita. <box>1000 1484 1279 1561</box>
paragraph: Aldiz gerla hastetik hunat soldado hartuak izan direnetarik askok, sutik urrun gochoki egonak baitira orainokoan, hek lezakete egin, etsaiari buruz igorriz lerroan, aralde bat ez charra. <box>121 216 381 281</box>
paragraph: «Ihoiz eta zazkomaitzak etorkiak biltzeko gobernuak, ez arbitz ezkutatuta biza. Bizkutza egiazko hori egun hemen emazte hiri biziak, gizon ederra zahar direnean.» <box>404 1005 682 1057</box>
paragraph: Othoitz ttipi bedera egin dezagun goure Jinko maitiari hilen arima eta haren bihoz-mina. <box>1000 1841 1279 1867</box>
paragraph: Irriz urratu badira Paben, <box>1070 1395 1209 1407</box>
paragraph: Ez dute eman itzuli lortuko Belgiar gobernuaren ganakoak, etzeko bat ere berria. Beraz Belgiarrek ez dute lan-ez ukatzeko arrazoirik izan. <box>703 118 982 157</box>
ad-text: OROTAN BAINO MERKEAGO <box>1363 1577 1520 1592</box>
paragraph: Ces valeurs sont exemptes d'impôts et en coupures de 100 frs, 500 frs, 1000 frs et au-dessus. <box>1300 626 1582 652</box>
paragraph: La reprise de l'émission des Obligations de la Défense Nationale, suspendue momentanément, vient offrir une excellent placement de plus longue durée. <box>1300 344 1582 395</box>
divider <box>1300 209 1582 211</box>
column-1 <box>121 50 381 2254</box>
paragraph: Adriatique hartan, Autrichia-ko leihorrerri buruz dauden guardian noiz jakiko den untzi bat. <box>121 1418 381 1457</box>
paragraph: Urrillaren 2 eta 18 emezortzian 191'garren, errikoak eman zituzten agintarien berri ez zeudela ; bertze erriz eta ez ziren agintariak ez zuten, ez hitzeman zuena. <box>703 914 982 965</box>
ad-chemins-de-fer <box>1300 668 1582 784</box>
ad-title: DE LA DÉFENSE NATIONALE <box>1341 252 1541 268</box>
paragraph: Hiz batez, agian Belgiar langilleak ez zituen nai izan Alemaniak eraman. <box>703 1239 982 1264</box>
section-title: Eskual-Herri <box>1006 438 1273 481</box>
ad-city: BAYONNE <box>1387 980 1496 1001</box>
paragraph: Les Bons constituent un placement temporaire très avantageux à 3 mois, 6 mois ou un an. <box>1300 314 1582 339</box>
paragraph: «Guduka buruzagiak aginduz, gizonezko guziak emazteen urtetik goiti, agertu behar dire Semein-Paul Nivelles'ko zaltetean, Azaroaren zortzian 1916'garrenean goizeko zortziak erdi, Argibide edo bidaki itzulpena eta ezkondu buruzagien ondoan.» <box>404 936 682 1001</box>
ad-text: 2, place Notre-Dame, BAYONNE <box>1357 1538 1526 1550</box>
paragraph: Arbolen landatzeko azken egunak dire; ja kodoinak eta madariak idekitzen hari dira. Laster egin zitzaie ez bide zira fruitudun arbolentzat ezin hobeki; hauen neguko sustakak bizi direla. <box>121 1782 381 1847</box>
paragraph: Gudukan aitzindari direnak baldaramazkite egunero gure erritar ogengabeak pilaka Alemaniarat buruz. Ezinbertzeko lanetarat ertsatu nai dituzte antxe. <box>404 571 682 622</box>
divider <box>1300 1213 1582 1215</box>
